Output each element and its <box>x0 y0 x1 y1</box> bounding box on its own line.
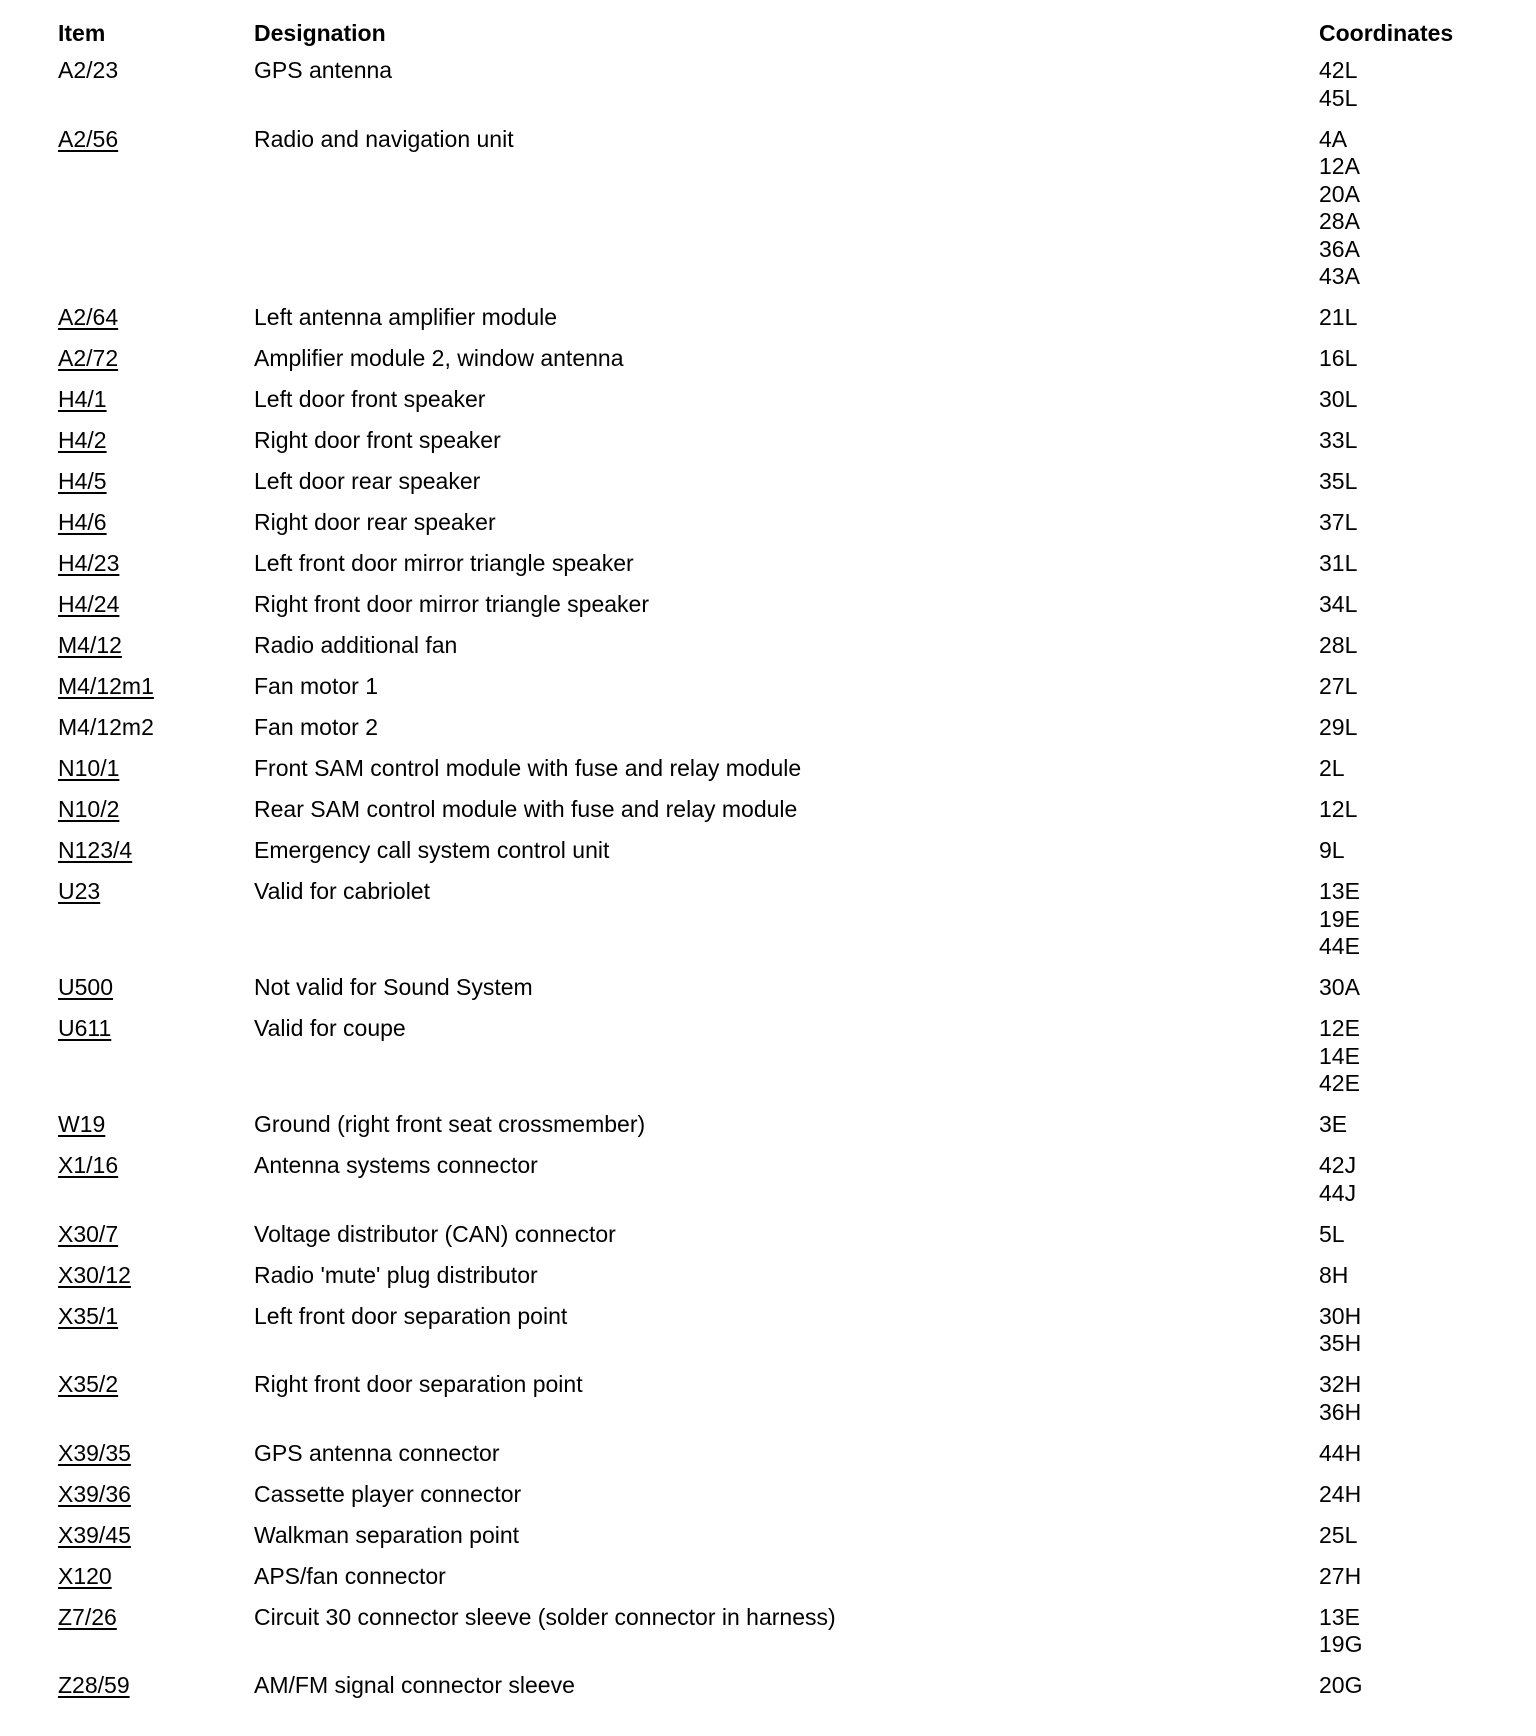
item-cell <box>58 126 254 291</box>
coordinate-value: 13E <box>1319 1603 1360 1630</box>
item-link[interactable]: X39/35 <box>58 1439 131 1466</box>
designation-cell: GPS antenna connector <box>254 1439 500 1466</box>
coordinates-cell <box>1319 550 1536 578</box>
designation-cell: Fan motor 2 <box>254 714 378 740</box>
header-item: Item <box>58 20 106 46</box>
item-cell <box>58 1563 254 1591</box>
table-row <box>0 1371 1536 1440</box>
table-row <box>0 550 1536 591</box>
item-link[interactable]: Z28/59 <box>58 1672 130 1698</box>
designation-cell: Rear SAM control module with fuse and relay module <box>254 796 798 822</box>
designation-cell: Voltage distributor (CAN) connector <box>254 1220 616 1247</box>
coordinate-value: 33L <box>1319 427 1358 453</box>
coordinates-cell <box>1319 878 1536 961</box>
table-row <box>0 427 1536 468</box>
coordinate-value: 29L <box>1319 714 1358 740</box>
coordinates-cell <box>1319 1015 1536 1098</box>
coordinate-value: 31L <box>1319 550 1358 576</box>
coordinates-cell <box>1319 1481 1536 1509</box>
item-cell <box>58 837 254 865</box>
table-row <box>0 345 1536 386</box>
item-cell <box>58 468 254 496</box>
item-link[interactable]: X35/2 <box>58 1371 119 1397</box>
item-link[interactable]: Z7/26 <box>58 1603 117 1630</box>
item-cell <box>58 1440 254 1468</box>
item-link[interactable]: X120 <box>58 1562 112 1589</box>
item-link[interactable]: N123/4 <box>58 837 133 863</box>
coordinates-cell <box>1319 755 1536 783</box>
coordinate-value: 30A <box>1319 974 1360 1000</box>
table-row <box>0 386 1536 427</box>
item-cell <box>58 509 254 537</box>
table-row <box>0 1262 1536 1303</box>
item-label: M4/12m2 <box>58 714 154 740</box>
table-row <box>0 1221 1536 1262</box>
designation-cell: Antenna systems connector <box>254 1152 538 1178</box>
table-row <box>0 1152 1536 1221</box>
designation-cell: Ground (right front seat crossmember) <box>254 1111 646 1137</box>
coordinate-value: 43A <box>1319 263 1360 289</box>
item-cell <box>58 632 254 660</box>
item-cell <box>58 974 254 1002</box>
coordinates-cell <box>1319 974 1536 1002</box>
table-row <box>0 126 1536 305</box>
table-row <box>0 755 1536 796</box>
designation-cell: AM/FM signal connector sleeve <box>254 1672 575 1698</box>
item-label: A2/23 <box>58 57 119 83</box>
item-link[interactable]: M4/12m1 <box>58 673 154 699</box>
coordinate-value: 24H <box>1319 1480 1362 1507</box>
coordinate-value: 42J <box>1319 1152 1357 1178</box>
coordinate-value: 35H <box>1319 1330 1362 1356</box>
coordinates-cell <box>1319 304 1536 332</box>
designation-cell: GPS antenna <box>254 57 393 83</box>
designation-cell: Right door rear speaker <box>254 509 496 535</box>
item-link[interactable]: H4/2 <box>58 427 107 453</box>
designation-cell: Amplifier module 2, window antenna <box>254 345 624 371</box>
item-cell <box>58 714 254 742</box>
designation-cell: APS/fan connector <box>254 1562 446 1589</box>
table-body <box>0 57 1536 1713</box>
item-cell <box>58 878 254 961</box>
coordinate-value: 20A <box>1319 180 1360 207</box>
item-link[interactable]: H4/23 <box>58 550 120 576</box>
item-cell <box>58 1481 254 1509</box>
coordinates-cell <box>1319 1111 1536 1139</box>
coordinates-cell <box>1319 1522 1536 1550</box>
header-designation: Designation <box>254 20 386 46</box>
item-link[interactable]: U23 <box>58 878 101 904</box>
designation-cell: Circuit 30 connector sleeve (solder connector in harness) <box>254 1603 836 1630</box>
coordinate-value: 32H <box>1319 1371 1362 1397</box>
coordinate-value: 27H <box>1319 1562 1362 1589</box>
table-row <box>0 304 1536 345</box>
table-row <box>0 468 1536 509</box>
table-header <box>0 18 1536 48</box>
coordinate-value: 20G <box>1319 1672 1363 1698</box>
coordinates-cell <box>1319 1672 1536 1700</box>
item-cell <box>58 1111 254 1139</box>
coordinate-value: 44J <box>1319 1179 1357 1206</box>
coordinate-value: 2L <box>1319 755 1345 781</box>
coordinate-value: 14E <box>1319 1042 1360 1069</box>
coordinate-value: 21L <box>1319 304 1358 330</box>
coordinate-value: 36A <box>1319 235 1360 262</box>
coordinates-cell <box>1319 591 1536 619</box>
designation-cell: Valid for cabriolet <box>254 878 430 904</box>
coordinates-cell <box>1319 1563 1536 1591</box>
component-legend-table <box>0 18 1536 1713</box>
designation-cell: Left front door separation point <box>254 1302 568 1329</box>
table-row <box>0 1522 1536 1563</box>
coordinate-value: 27L <box>1319 673 1358 699</box>
coordinate-value: 5L <box>1319 1220 1345 1247</box>
coordinate-value: 35L <box>1319 468 1358 494</box>
table-row <box>0 632 1536 673</box>
item-link[interactable]: X39/36 <box>58 1480 131 1507</box>
item-link[interactable]: X39/45 <box>58 1521 131 1548</box>
item-link[interactable]: A2/72 <box>58 345 119 371</box>
designation-cell: Right front door mirror triangle speaker <box>254 591 649 617</box>
item-cell <box>58 304 254 332</box>
coordinate-value: 3E <box>1319 1111 1348 1137</box>
item-link[interactable]: U611 <box>58 1015 112 1041</box>
coordinate-value: 30L <box>1319 386 1358 412</box>
coordinate-value: 28A <box>1319 208 1360 234</box>
table-row <box>0 1111 1536 1152</box>
designation-cell: Left antenna amplifier module <box>254 304 558 330</box>
coordinates-cell <box>1319 386 1536 414</box>
coordinate-value: 12A <box>1319 153 1360 179</box>
table-row <box>0 1303 1536 1372</box>
coordinate-value: 36H <box>1319 1398 1362 1425</box>
coordinates-cell <box>1319 714 1536 742</box>
coordinate-value: 19E <box>1319 905 1360 932</box>
item-link[interactable]: U500 <box>58 974 113 1000</box>
item-link[interactable]: X30/12 <box>58 1261 131 1288</box>
table-row <box>0 974 1536 1015</box>
item-link[interactable]: X1/16 <box>58 1152 119 1178</box>
coordinates-cell <box>1319 1371 1536 1426</box>
designation-cell: Left door rear speaker <box>254 468 481 494</box>
coordinates-cell <box>1319 796 1536 824</box>
header-coordinates: Coordinates <box>1319 20 1454 46</box>
designation-cell: Left front door mirror triangle speaker <box>254 550 634 576</box>
coordinate-value: 45L <box>1319 84 1358 111</box>
designation-cell: Cassette player connector <box>254 1480 522 1507</box>
item-link[interactable]: H4/6 <box>58 509 107 535</box>
designation-cell: Radio 'mute' plug distributor <box>254 1261 538 1288</box>
coordinate-value: 13E <box>1319 878 1360 904</box>
designation-cell: Walkman separation point <box>254 1521 520 1548</box>
item-link[interactable]: N10/2 <box>58 796 120 822</box>
coordinates-cell <box>1319 1262 1536 1290</box>
item-link[interactable]: A2/56 <box>58 125 119 152</box>
designation-cell: Valid for coupe <box>254 1015 406 1041</box>
coordinate-value: 12L <box>1319 796 1358 822</box>
item-cell <box>58 1015 254 1098</box>
item-cell <box>58 345 254 373</box>
table-row <box>0 1440 1536 1481</box>
coordinate-value: 44H <box>1319 1439 1362 1466</box>
coordinate-value: 44E <box>1319 933 1360 959</box>
item-cell <box>58 427 254 455</box>
coordinates-cell <box>1319 837 1536 865</box>
table-row <box>0 837 1536 878</box>
item-cell <box>58 1152 254 1207</box>
coordinate-value: 42E <box>1319 1070 1360 1096</box>
item-cell <box>58 591 254 619</box>
designation-cell: Radio additional fan <box>254 632 458 658</box>
table-row <box>0 1672 1536 1713</box>
item-link[interactable]: N10/1 <box>58 755 120 781</box>
coordinate-value: 8H <box>1319 1261 1349 1288</box>
item-link[interactable]: H4/24 <box>58 591 120 617</box>
item-cell <box>58 1672 254 1700</box>
designation-cell: Right front door separation point <box>254 1371 583 1397</box>
item-link[interactable]: H4/1 <box>58 386 107 412</box>
item-link[interactable]: X35/1 <box>58 1302 119 1329</box>
item-link[interactable]: M4/12 <box>58 632 122 658</box>
item-cell <box>58 1262 254 1290</box>
item-cell <box>58 1522 254 1550</box>
item-cell <box>58 550 254 578</box>
item-link[interactable]: X30/7 <box>58 1220 119 1247</box>
designation-cell: Left door front speaker <box>254 386 486 412</box>
item-cell <box>58 796 254 824</box>
table-row <box>0 1604 1536 1673</box>
table-row <box>0 878 1536 974</box>
table-row <box>0 591 1536 632</box>
coordinates-cell <box>1319 509 1536 537</box>
table-row <box>0 1563 1536 1604</box>
coordinates-cell <box>1319 57 1536 112</box>
item-cell <box>58 1221 254 1249</box>
coordinate-value: 9L <box>1319 837 1345 863</box>
coordinates-cell <box>1319 632 1536 660</box>
designation-cell: Radio and navigation unit <box>254 125 514 152</box>
designation-cell: Not valid for Sound System <box>254 974 533 1000</box>
coordinates-cell <box>1319 673 1536 701</box>
item-cell <box>58 1303 254 1358</box>
coordinate-value: 37L <box>1319 509 1358 535</box>
table-row <box>0 57 1536 126</box>
item-cell <box>58 755 254 783</box>
item-link[interactable]: A2/64 <box>58 304 119 330</box>
coordinate-value: 42L <box>1319 57 1358 83</box>
designation-cell: Front SAM control module with fuse and relay module <box>254 755 802 781</box>
coordinates-cell <box>1319 1152 1536 1207</box>
item-link[interactable]: W19 <box>58 1111 106 1137</box>
table-row <box>0 714 1536 755</box>
coordinate-value: 4A <box>1319 125 1348 152</box>
coordinates-cell <box>1319 1221 1536 1249</box>
coordinates-cell <box>1319 1303 1536 1358</box>
coordinates-cell <box>1319 1440 1536 1468</box>
item-cell <box>58 673 254 701</box>
coordinate-value: 12E <box>1319 1015 1360 1041</box>
table-row <box>0 1481 1536 1522</box>
item-link[interactable]: H4/5 <box>58 468 107 494</box>
coordinate-value: 34L <box>1319 591 1358 617</box>
coordinate-value: 19G <box>1319 1631 1363 1657</box>
designation-cell: Right door front speaker <box>254 427 501 453</box>
coordinates-cell <box>1319 468 1536 496</box>
table-row <box>0 509 1536 550</box>
item-cell <box>58 57 254 112</box>
designation-cell: Emergency call system control unit <box>254 837 610 863</box>
item-cell <box>58 386 254 414</box>
designation-cell: Fan motor 1 <box>254 673 378 699</box>
coordinates-cell <box>1319 1604 1536 1659</box>
coordinate-value: 16L <box>1319 345 1358 371</box>
coordinates-cell <box>1319 427 1536 455</box>
table-row <box>0 673 1536 714</box>
coordinates-cell <box>1319 126 1536 291</box>
coordinates-cell <box>1319 345 1536 373</box>
coordinate-value: 30H <box>1319 1302 1362 1329</box>
table-row <box>0 796 1536 837</box>
item-cell <box>58 1604 254 1659</box>
coordinate-value: 28L <box>1319 632 1358 658</box>
item-cell <box>58 1371 254 1426</box>
table-row <box>0 1015 1536 1111</box>
coordinate-value: 25L <box>1319 1521 1358 1548</box>
